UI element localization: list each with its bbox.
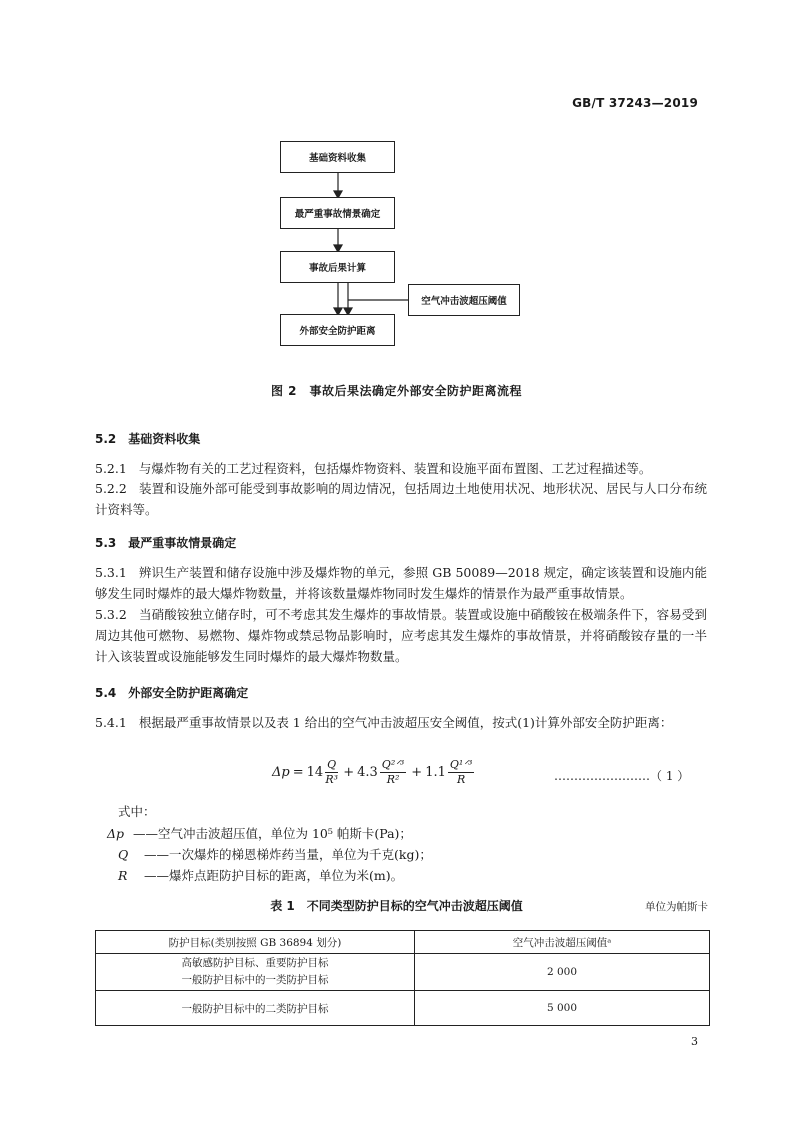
flow-step-safety-distance: 外部安全防护距离 [280, 314, 395, 346]
where-item-r [118, 866, 403, 884]
table-cell-target [96, 954, 415, 991]
table-cell-value: 2 000 [415, 954, 710, 991]
denominator: R³ [325, 773, 339, 786]
para-5-2-1 [95, 458, 707, 479]
para-text: 当硝酸铵独立储存时，可不考虑其发生爆炸的事故情景。装置或设施中硝酸铵在极端条件下，容易受到周边其他可燃物、易燃物、爆炸物或禁忌物品影响时，应考虑其发生爆炸的事故情景，并将硝酸铵存量的一半计入该装置或设施能够发生同时爆炸的最大爆炸物数量。 [95, 607, 707, 664]
para-text: 根据最严重事故情景以及表 1 给出的空气冲击波超压安全阈值，按式(1)计算外部安全防护距离： [138, 715, 673, 730]
formula-number: ……………………（ 1 ） [554, 769, 690, 783]
formula-lhs: Δp [272, 765, 290, 780]
symbol: R [118, 868, 128, 883]
para-text: 装置和设施外部可能受到事故影响的周边情况，包括周边土地使用状况、地形状况、居民与人口分布统计资料等。 [95, 481, 707, 517]
flow-side-overpressure-threshold: 空气冲击波超压阈值 [408, 284, 520, 316]
section-5-3-heading: 5.3 最严重事故情景确定 [95, 536, 237, 550]
standard-number: GB/T 37243—2019 [572, 96, 698, 110]
denominator: R² [386, 773, 400, 786]
section-5-2-heading: 5.2 基础资料收集 [95, 432, 201, 446]
target-line: 一般防护目标中的一类防护目标 [181, 974, 329, 986]
denominator: R [456, 773, 466, 786]
numerator: Q [327, 758, 337, 771]
table-cell-value: 5 000 [415, 991, 710, 1026]
formula-plus: + [343, 765, 355, 780]
table-title: 表 1 不同类型防护目标的空气冲击波超压阈值 [270, 899, 523, 913]
where-intro: 式中： [118, 804, 156, 819]
definition: ——爆炸点距防护目标的距离，单位为米(m)。 [144, 868, 404, 883]
symbol: Δp [107, 826, 125, 841]
formula-term-2 [380, 758, 407, 787]
para-number: 5.3.1 [95, 565, 127, 580]
formula-equals: = [292, 765, 304, 780]
definition: ——一次爆炸的梯恩梯炸药当量，单位为千克(kg)； [144, 847, 432, 862]
table-header-threshold: 空气冲击波超压阈值ᵃ [415, 931, 710, 954]
table-row [96, 954, 710, 991]
numerator: Q¹ᐟ³ [449, 758, 473, 771]
formula-term-3 [448, 758, 475, 787]
formula-1 [272, 758, 476, 787]
table-unit: 单位为帕斯卡 [645, 901, 708, 913]
table-header-target: 防护目标(类别按照 GB 36894 划分) [96, 931, 415, 954]
numerator: Q²ᐟ³ [381, 758, 405, 771]
where-item-dp [107, 824, 412, 842]
para-5-3-1 [95, 562, 707, 604]
para-number: 5.2.2 [95, 481, 127, 496]
table-header-row [96, 931, 710, 954]
para-5-2-2 [95, 478, 707, 520]
para-text: 与爆炸物有关的工艺过程资料，包括爆炸物资料、装置和设施平面布置图、工艺过程描述等。 [138, 461, 652, 476]
table-row [96, 991, 710, 1026]
section-5-4-heading: 5.4 外部安全防护距离确定 [95, 686, 249, 700]
target-line: 高敏感防护目标、重要防护目标 [181, 957, 329, 969]
para-5-3-2 [95, 604, 707, 667]
para-number: 5.4.1 [95, 715, 127, 730]
page-number: 3 [691, 1035, 698, 1048]
threshold-table [95, 930, 710, 1026]
symbol: Q [118, 847, 129, 862]
flowchart-connectors [0, 0, 793, 360]
formula-term-1 [325, 758, 338, 787]
formula-plus: + [411, 765, 423, 780]
formula-coef-1: 14 [306, 765, 324, 780]
definition: ——空气冲击波超压值，单位为 10⁵ 帕斯卡(Pa)； [133, 826, 412, 841]
para-text: 辨识生产装置和储存设施中涉及爆炸物的单元，参照 GB 50089—2018 规定，确定该装置和设施内能够发生同时爆炸的最大爆炸物数量，并将该数量爆炸物同时发生爆炸的情景作为最严重事故情景。 [95, 565, 707, 601]
flow-step-consequence-calc: 事故后果计算 [280, 251, 395, 283]
para-number: 5.2.1 [95, 461, 127, 476]
flow-step-basic-data: 基础资料收集 [280, 141, 395, 173]
figure-caption: 图 2 事故后果法确定外部安全防护距离流程 [270, 384, 523, 398]
flow-step-worst-scenario: 最严重事故情景确定 [280, 197, 395, 229]
where-item-q [118, 845, 432, 863]
formula-coef-2: 4.3 [357, 765, 378, 780]
para-number: 5.3.2 [95, 607, 127, 622]
table-cell-target: 一般防护目标中的二类防护目标 [96, 991, 415, 1026]
formula-coef-3: 1.1 [425, 765, 446, 780]
para-5-4-1 [95, 712, 707, 733]
